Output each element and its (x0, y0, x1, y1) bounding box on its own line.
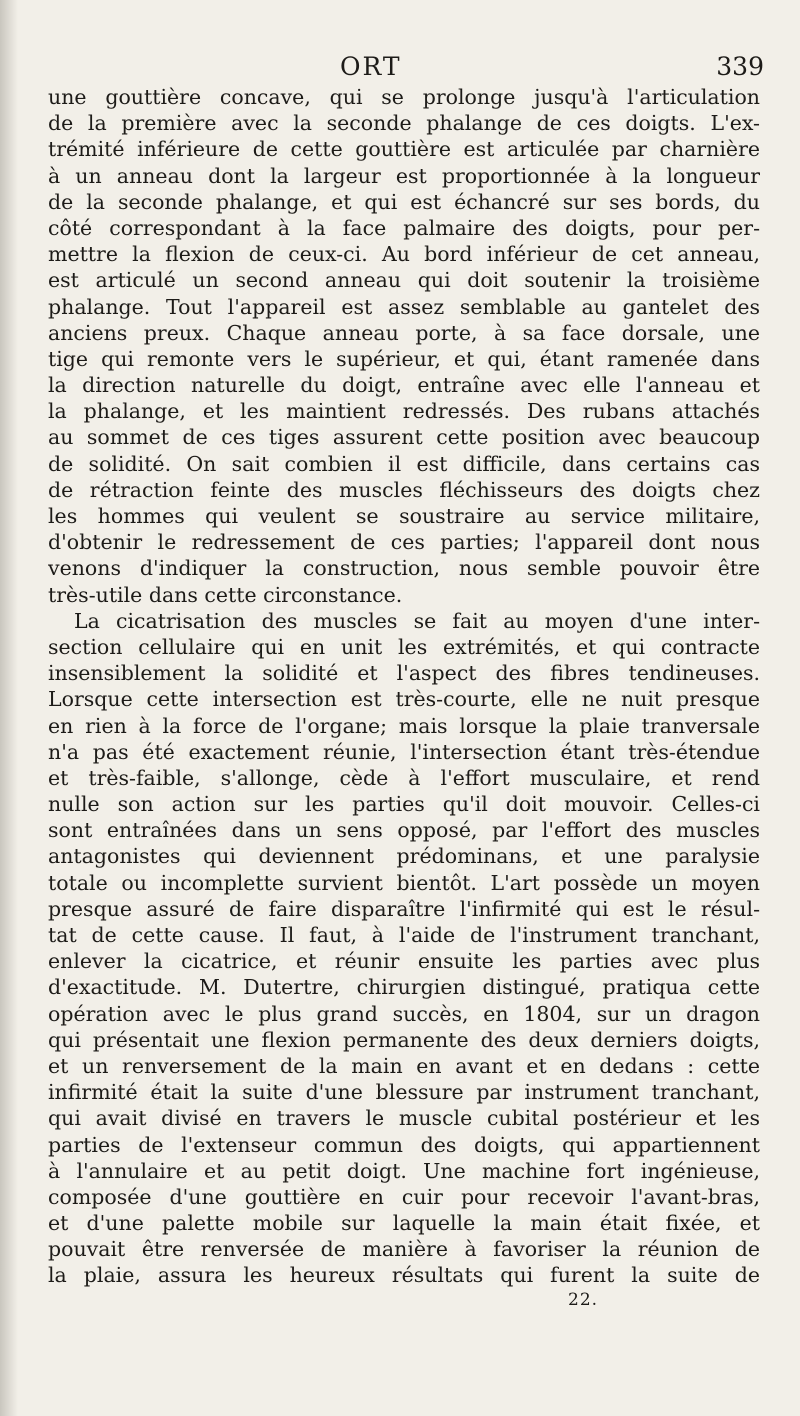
text-line: opération avec le plus grand succès, en 1804, sur un dragon (48, 1001, 760, 1026)
text-line: d'obtenir le redressement de ces parties; l'appareil dont nous (48, 530, 760, 555)
text-line: antagonistes qui deviennent prédominans, et une paralysie (48, 844, 760, 869)
text-line: une gouttière concave, qui se prolonge jusqu'à l'articulation (48, 85, 760, 109)
text-line: les hommes qui veulent se soustraire au service militaire, (48, 504, 760, 528)
text-line: en rien à la force de l'organe; mais lorsque la plaie tranversale (48, 713, 760, 738)
text-line: parties de l'extenseur commun des doigts, qui appartiennent (48, 1132, 760, 1157)
text-line: tat de cette cause. Il faut, à l'aide de l'instrument tranchant, (48, 923, 760, 947)
text-line: composée d'une gouttière en cuir pour recevoir l'avant-bras, (48, 1184, 760, 1209)
text-line: la direction naturelle du doigt, entraîne avec elle l'anneau et (48, 373, 760, 398)
text-line: la phalange, et les maintient redressés. Des rubans attachés (48, 399, 760, 424)
text-line: côté correspondant à la face palmaire des doigts, pour per- (48, 215, 760, 240)
text-line: totale ou incomplette survient bientôt. L'art possède un moyen (48, 870, 760, 895)
text-line: nulle son action sur les parties qu'il doit mouvoir. Celles-ci (48, 792, 760, 817)
text-line: très-utile dans cette circonstance. (48, 582, 403, 607)
text-line: qui présentait une flexion permanente des deux derniers doigts, (48, 1027, 760, 1052)
text-line: infirmité était la suite d'une blessure par instrument tranchant, (48, 1080, 760, 1105)
body-text (48, 84, 760, 1289)
text-line: à un anneau dont la largeur est proportionnée à la longueur (48, 163, 760, 188)
page-gutter-shadow (0, 0, 18, 1416)
text-line: anciens preux. Chaque anneau porte, à sa face dorsale, une (48, 320, 760, 345)
text-line: de la seconde phalange, et qui est échancré sur ses bords, du (48, 189, 760, 214)
text-line: est articulé un second anneau qui doit soutenir la troisième (48, 268, 760, 293)
text-line: enlever la cicatrice, et réunir ensuite les parties avec plus (48, 949, 760, 974)
text-line: de la première avec la seconde phalange de ces doigts. L'ex- (48, 111, 760, 136)
text-line: et d'une palette mobile sur laquelle la main était fixée, et (48, 1211, 760, 1236)
text-line: mettre la flexion de ceux-ci. Au bord inférieur de cet anneau, (48, 242, 760, 267)
text-line: la plaie, assura les heureux résultats qui furent la suite de (48, 1263, 760, 1288)
text-line: et un renversement de la main en avant et en dedans : cette (48, 1053, 760, 1078)
text-line: de rétraction feinte des muscles fléchisseurs des doigts chez (48, 477, 760, 502)
signature-mark: 22. (568, 1290, 599, 1310)
text-line: au sommet de ces tiges assurent cette position avec beaucoup (48, 425, 760, 450)
text-line: d'exactitude. M. Dutertre, chirurgien distingué, pratiqua cette (48, 975, 760, 1000)
text-line: sont entraînées dans un sens opposé, par l'effort des muscles (48, 818, 760, 843)
text-line: trémité inférieure de cette gouttière est articulée par charnière (48, 137, 760, 162)
text-line: à l'annulaire et au petit doigt. Une machine fort ingénieuse, (48, 1158, 760, 1183)
page-number: 339 (716, 52, 764, 81)
text-line: tige qui remonte vers le supérieur, et qui, étant ramenée dans (48, 346, 760, 371)
text-line: insensiblement la solidité et l'aspect des fibres tendineuses. (48, 661, 760, 686)
text-line: venons d'indiquer la construction, nous semble pouvoir être (48, 556, 760, 581)
text-line: La cicatrisation des muscles se fait au moyen d'une inter- (74, 608, 760, 633)
text-line: de solidité. On sait combien il est difficile, dans certains cas (48, 451, 760, 476)
text-line: presque assuré de faire disparaître l'infirmité qui est le résul- (48, 896, 760, 921)
text-line: Lorsque cette intersection est très-courte, elle ne nuit presque (48, 687, 760, 712)
text-line: phalange. Tout l'appareil est assez semblable au gantelet des (48, 294, 760, 319)
text-line: section cellulaire qui en unit les extrémités, et qui contracte (48, 634, 760, 659)
running-head: ORT (340, 52, 402, 81)
text-line: pouvait être renversée de manière à favoriser la réunion de (48, 1237, 760, 1262)
text-line: n'a pas été exactement réunie, l'intersection étant très-étendue (48, 739, 760, 764)
text-line: et très-faible, s'allonge, cède à l'effort musculaire, et rend (48, 765, 760, 790)
text-line: qui avait divisé en travers le muscle cubital postérieur et les (48, 1106, 760, 1131)
